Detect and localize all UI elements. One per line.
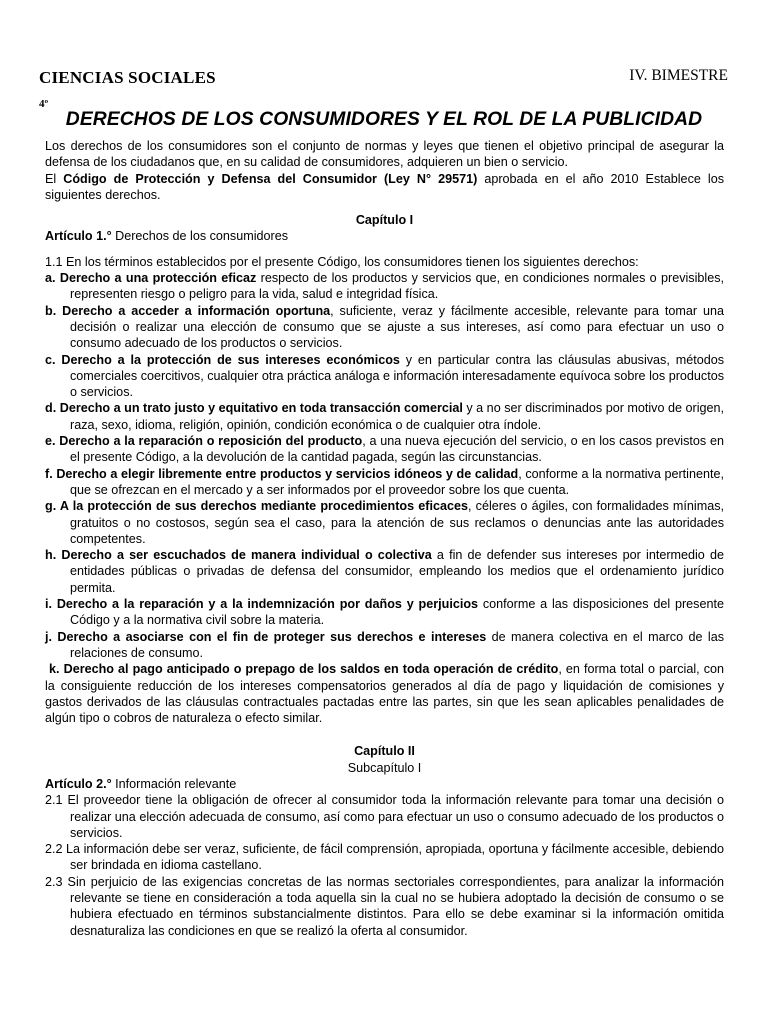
article1-label: Artículo 1.°: [45, 229, 112, 244]
right-item-title: Derecho a asociarse con el fin de proteger sus derechos e intereses: [57, 629, 487, 644]
right-item-title: Derecho a un trato justo y equitativo en toda transacción comercial: [59, 401, 463, 416]
right-item-text: , conforme a la normativa pertinente, que se ofrezcan en el mercado y a ser informados por el proveedor sobre los que cuenta.: [70, 466, 724, 497]
article2-title: Información relevante: [111, 776, 237, 791]
right-item-title: Derecho a la protección de sus intereses económicos: [61, 352, 400, 367]
info-item: [45, 841, 724, 874]
law-name: Código de Protección y Defensa del Consumidor (Ley N° 29571): [63, 171, 478, 186]
right-item-title: Derecho a acceder a información oportuna: [62, 303, 331, 318]
info-item-number: 2.1: [45, 793, 63, 808]
info-list: [45, 792, 724, 939]
right-item-letter: c: [45, 352, 53, 367]
right-item-letter: i: [45, 597, 49, 612]
right-item-e: [45, 433, 724, 466]
info-item-text: Sin perjuicio de las exigencias concretas de las normas sectoriales correspondientes, para analizar la información relevante se tiene en consideración a toda aquella sin la cual no se hubiera adoptado la decisión de consumo o se hubiera efectuado en términos substancialmente distintos. Para ello se debe examinar si la información omitida desnaturaliza las condiciones en que se realizó la oferta al consumidor.: [62, 874, 724, 938]
right-item-separator: .: [48, 629, 58, 644]
article2-label: Artículo 2.°: [45, 776, 112, 791]
chapter1-heading: [45, 212, 724, 228]
grade-label: 4º: [39, 98, 49, 110]
right-item-g: [45, 498, 724, 547]
right-item-title: A la protección de sus derechos mediante procedimientos eficaces: [59, 499, 468, 514]
subject-label: CIENCIAS SOCIALES: [39, 68, 216, 87]
right-item-separator: .: [52, 401, 60, 416]
right-item-text: respecto de los productos y servicios que, en condiciones normales o previsibles, representen riesgo o peligro para la vida, salud e integridad física.: [70, 271, 725, 302]
right-item-h: [45, 547, 724, 596]
right-item-b: [45, 303, 724, 352]
right-item-separator: .: [52, 499, 60, 514]
right-item-letter: h: [45, 548, 53, 563]
right-item-title: Derecho a elegir libremente entre productos y servicios idóneos y de calidad: [56, 466, 519, 481]
right-item-j: [45, 629, 724, 662]
right-item-k: [45, 661, 724, 726]
right-item-text: , en forma total o parcial, con la consiguiente reducción de los intereses compensatorios generados al día de pago y liquidación de comisiones y gastos derivados de las cláusulas contractuales pactadas entre las partes, sin que les sean aplicables penalidades de algún tipo o cobros de naturaleza o efecto similar.: [45, 662, 724, 726]
right-item-text: de manera colectiva en el marco de las relaciones de consumo.: [70, 629, 724, 660]
bimester-label: IV. BIMESTRE: [629, 67, 728, 84]
article2-heading: [45, 776, 724, 792]
right-item-text: , a una nueva ejecución del servicio, o en los casos previstos en el presente Código, a la devolución de la cantidad pagada, según las circunstancias.: [70, 434, 724, 465]
document-body: [45, 138, 724, 939]
right-item-letter: a: [45, 271, 53, 286]
rights-list: [45, 270, 724, 726]
right-item-title: Derecho a la reparación y a la indemnización por daños y perjuicios: [56, 597, 479, 612]
right-item-separator: .: [52, 548, 62, 563]
right-item-text: y a no ser discriminados por motivo de origen, raza, sexo, idioma, religión, opinión, condición económica o de cualquier otra índole.: [70, 401, 725, 432]
right-item-text: , céleres o ágiles, con formalidades mínimas, gratuitos o no costosos, según sea el caso, para la atención de sus reclamos o denuncias ante las autoridades competentes.: [70, 499, 725, 546]
right-item-i: [45, 596, 724, 629]
right-item-a: [45, 270, 724, 303]
right-item-separator: .: [48, 597, 57, 612]
info-item: [45, 874, 724, 939]
right-item-title: Derecho a la reparación o reposición del producto: [59, 434, 363, 449]
article1-title: Derechos de los consumidores: [111, 229, 289, 244]
info-item-number: 2.3: [45, 874, 63, 889]
right-item-letter: d: [45, 401, 53, 416]
intro-paragraph: Los derechos de los consumidores son el conjunto de normas y leyes que tienen el objetivo principal de asegurar la defensa de los ciudadanos que, en su calidad de consumidores, adquieren un bien o servicio.: [45, 139, 724, 170]
right-item-d: [45, 400, 724, 433]
right-item-letter: j: [45, 629, 49, 644]
right-item-letter: k: [45, 662, 57, 677]
right-item-separator: .: [49, 466, 57, 481]
right-item-c: [45, 352, 724, 401]
intro-law-prefix: El: [45, 171, 64, 186]
intro-law-suffix: aprobada en el año 2010 Establece los siguientes derechos.: [45, 171, 725, 202]
right-item-separator: .: [52, 271, 60, 286]
chapter2-heading-text: Capítulo II: [354, 744, 415, 759]
right-item-letter: e: [45, 434, 53, 449]
right-item-title: Derecho a una protección eficaz: [59, 271, 257, 286]
document-header: [39, 67, 728, 110]
page-title: DERECHOS DE LOS CONSUMIDORES Y EL ROL DE LA PUBLICIDAD: [65, 109, 703, 130]
intro-law-paragraph: [45, 171, 724, 204]
right-item-separator: .: [56, 662, 64, 677]
right-item-text: conforme a las disposiciones del presente Código y a la normativa civil sobre la materia.: [70, 597, 724, 628]
article1-lead: 1.1 En los términos establecidos por el presente Código, los consumidores tienen los siguientes derechos:: [45, 254, 639, 269]
info-item-text: La información debe ser veraz, suficiente, de fácil comprensión, apropiada, oportuna y fácilmente accesible, debiendo ser brindada en idioma castellano.: [62, 842, 724, 873]
info-item-number: 2.2: [45, 842, 63, 857]
right-item-text: , suficiente, veraz y fácilmente accesible, relevante para tomar una decisión o realizar una elección de consumo que se ajuste a sus intereses, así como para efectuar un uso o consumo adecuado de los productos o servicios.: [70, 303, 724, 351]
right-item-separator: .: [52, 434, 60, 449]
article1-heading: [45, 228, 724, 244]
right-item-f: [45, 466, 724, 499]
right-item-text: a fin de defender sus intereses por intermedio de entidades públicas o privadas de defensa del consumidor, empleando los medios que el ordenamiento jurídico permita.: [70, 548, 724, 595]
right-item-letter: g: [45, 499, 53, 514]
right-item-letter: f: [45, 466, 50, 481]
subchapter-heading: Subcapítulo I: [347, 760, 422, 775]
info-item-text: El proveedor tiene la obligación de ofrecer al consumidor toda la información relevante para tomar una decisión o realizar una elección adecuada de consumo, así como para efectuar un uso o consumo adecuado de los productos o servicios.: [62, 793, 724, 840]
right-item-text: y en particular contra las cláusulas abusivas, métodos comerciales coercitivos, cualquier otra práctica análoga e información interesadamente equívoca sobre los productos o servicios.: [70, 352, 725, 400]
info-item: [45, 792, 724, 841]
right-item-title: Derecho a ser escuchados de manera individual o colectiva: [61, 548, 432, 563]
right-item-letter: b: [45, 303, 53, 318]
chapter1-heading-text: Capítulo I: [355, 213, 414, 228]
right-item-separator: .: [52, 352, 62, 367]
right-item-separator: .: [52, 303, 63, 318]
right-item-title: Derecho al pago anticipado o prepago de los saldos en toda operación de crédito: [63, 662, 559, 677]
chapter2-heading: [45, 743, 724, 759]
